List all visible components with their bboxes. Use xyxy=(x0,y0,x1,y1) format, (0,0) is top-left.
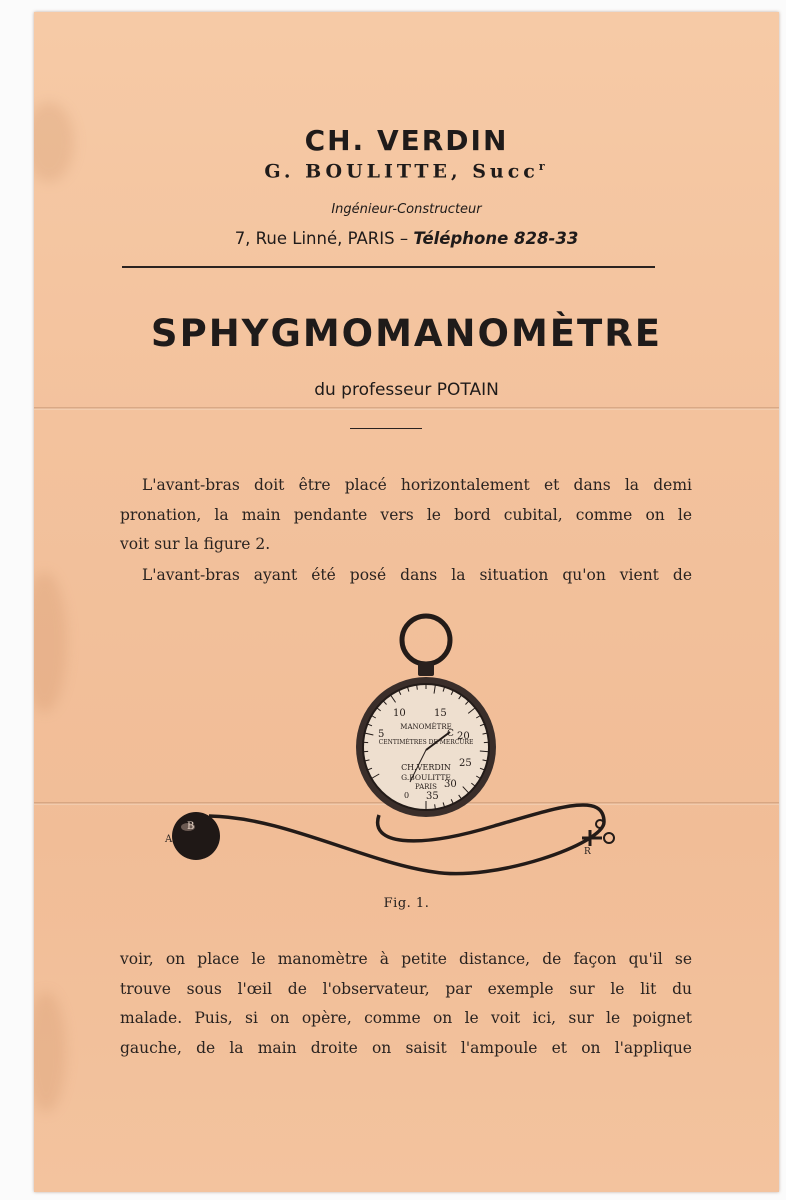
company-name: CH. VERDIN xyxy=(304,124,509,157)
text-line: voit sur la figure 2. xyxy=(120,535,271,553)
label-r: R xyxy=(584,847,591,857)
dial-maker: CH.VERDIN xyxy=(401,763,451,772)
fold-line xyxy=(34,407,779,410)
dial-number-30: 30 xyxy=(444,779,457,790)
gauge-stem xyxy=(418,662,434,676)
street-address: 7, Rue Linné, PARIS – xyxy=(234,229,414,248)
text-line: malade. Puis, si on opère, comme on le voit ici, sur le poignet xyxy=(120,1009,692,1027)
dial-letter: C xyxy=(447,729,454,739)
dial-number-20: 20 xyxy=(457,731,470,742)
dial-label-unit: CENTIMÈTRES DE MERCURE xyxy=(378,739,474,746)
text-line: trouve sous l'œil de l'observateur, par exemple sur le lit du xyxy=(120,979,692,998)
dial-number-0: 0 xyxy=(404,791,410,800)
address-line xyxy=(34,229,779,248)
successor-name: G. BOULITTE, Succ xyxy=(264,160,539,183)
figure-caption: Fig. 1. xyxy=(383,896,430,911)
telephone: Téléphone 828-33 xyxy=(413,229,579,248)
engineer-role: Ingénieur-Constructeur xyxy=(331,202,482,217)
paragraph-1 xyxy=(120,471,692,560)
text-line: L'avant-bras doit être placé horizontalement et dans la demi xyxy=(142,476,692,494)
dial-number-5: 5 xyxy=(378,729,385,740)
dial-number-15: 15 xyxy=(434,708,447,719)
text-line: pronation, la main pendante vers le bord cubital, comme on le xyxy=(120,505,692,524)
text-line: L'avant-bras ayant été posé dans la situation qu'on vient de xyxy=(142,566,692,584)
hanging-ring xyxy=(402,616,450,664)
paper-stain xyxy=(34,572,67,712)
dial-number-35: 35 xyxy=(426,791,439,802)
title-divider xyxy=(350,428,422,429)
document-title: SPHYGMOMANOMÈTRE xyxy=(150,312,663,355)
text-line: gauche, de la main droite on saisit l'ampoule et on l'applique xyxy=(120,1038,692,1057)
successor-superscript: r xyxy=(538,160,549,173)
text-line: voir, on place le manomètre à petite distance, de façon qu'il se xyxy=(120,950,692,968)
successor-line xyxy=(34,160,779,182)
manometer-figure xyxy=(164,612,624,882)
valve-knob xyxy=(604,833,614,843)
dial-number-25: 25 xyxy=(459,758,472,769)
dial-number-10: 10 xyxy=(393,708,406,719)
label-b: B xyxy=(187,821,195,832)
label-a: A xyxy=(165,834,173,845)
header-divider xyxy=(122,266,655,268)
rubber-bulb xyxy=(172,812,220,860)
dial-label-manometre: MANOMÈTRE xyxy=(400,723,452,731)
document-subtitle: du professeur POTAIN xyxy=(314,380,499,400)
rubber-tube xyxy=(209,805,604,874)
dial-city: PARIS xyxy=(415,783,437,791)
paper-stain xyxy=(34,992,66,1112)
paragraph-3 xyxy=(120,945,692,1063)
dial-tick xyxy=(480,751,489,752)
document-sheet xyxy=(34,12,779,1192)
dial-successor: G.BOULITTE xyxy=(401,773,451,782)
paragraph-2 xyxy=(120,561,692,591)
